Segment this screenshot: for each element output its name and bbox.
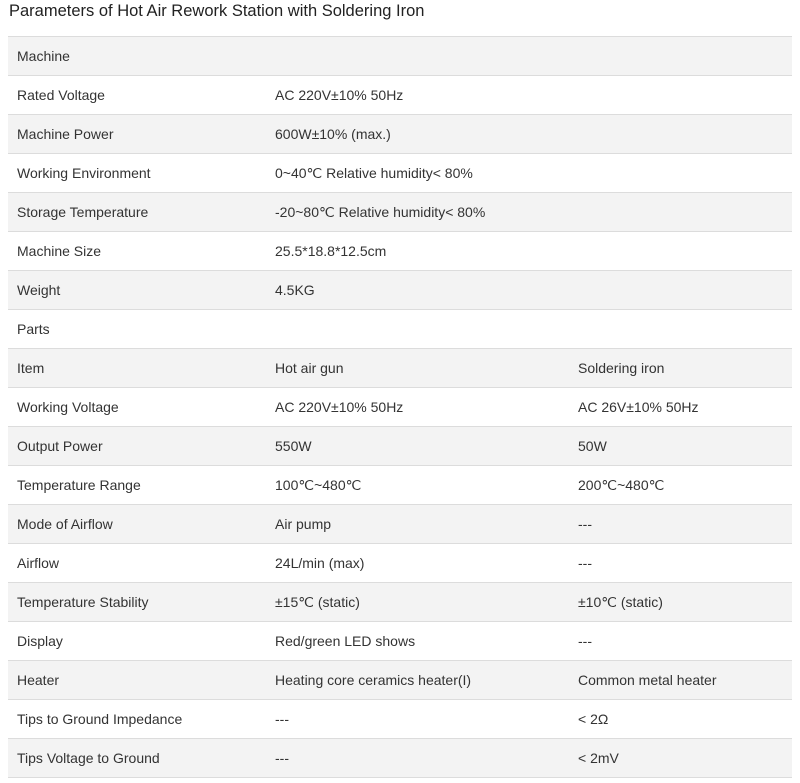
row-label-cell: Working Environment xyxy=(8,154,266,193)
hot-air-gun-value-cell: Red/green LED shows xyxy=(266,622,569,661)
row-label-cell: Storage Temperature xyxy=(8,193,266,232)
soldering-iron-value-cell: 50W xyxy=(569,427,792,466)
parameters-table xyxy=(8,36,792,778)
table-row xyxy=(8,700,792,739)
row-label-cell: Rated Voltage xyxy=(8,76,266,115)
table-row xyxy=(8,232,792,271)
soldering-iron-value-cell: --- xyxy=(569,544,792,583)
table-row xyxy=(8,466,792,505)
row-label-cell: Display xyxy=(8,622,266,661)
row-label-cell: Airflow xyxy=(8,544,266,583)
hot-air-gun-value-cell: --- xyxy=(266,700,569,739)
table-row xyxy=(8,310,792,349)
soldering-iron-value-cell xyxy=(569,154,792,193)
hot-air-gun-value-cell: ±15℃ (static) xyxy=(266,583,569,622)
table-row xyxy=(8,154,792,193)
hot-air-gun-value-cell: 100℃~480℃ xyxy=(266,466,569,505)
row-label-cell: Working Voltage xyxy=(8,388,266,427)
table-row xyxy=(8,427,792,466)
row-label-cell: Weight xyxy=(8,271,266,310)
hot-air-gun-value-cell: Air pump xyxy=(266,505,569,544)
row-label-cell: Heater xyxy=(8,661,266,700)
row-label-cell: Machine xyxy=(8,37,266,76)
hot-air-gun-value-cell: -20~80℃ Relative humidity< 80% xyxy=(266,193,569,232)
table-row xyxy=(8,193,792,232)
soldering-iron-value-cell: ±10℃ (static) xyxy=(569,583,792,622)
hot-air-gun-value-cell: --- xyxy=(266,739,569,778)
table-row xyxy=(8,739,792,778)
row-label-cell: Machine Size xyxy=(8,232,266,271)
soldering-iron-value-cell: < 2Ω xyxy=(569,700,792,739)
hot-air-gun-value-cell: 600W±10% (max.) xyxy=(266,115,569,154)
soldering-iron-value-cell: --- xyxy=(569,505,792,544)
hot-air-gun-value-cell: 25.5*18.8*12.5cm xyxy=(266,232,569,271)
soldering-iron-value-cell: 200℃~480℃ xyxy=(569,466,792,505)
hot-air-gun-value-cell: AC 220V±10% 50Hz xyxy=(266,76,569,115)
soldering-iron-value-cell: --- xyxy=(569,622,792,661)
hot-air-gun-value-cell: 550W xyxy=(266,427,569,466)
row-label-cell: Item xyxy=(8,349,266,388)
soldering-iron-value-cell xyxy=(569,232,792,271)
hot-air-gun-value-cell: Heating core ceramics heater(I) xyxy=(266,661,569,700)
hot-air-gun-value-cell: 0~40℃ Relative humidity< 80% xyxy=(266,154,569,193)
soldering-iron-value-cell xyxy=(569,271,792,310)
hot-air-gun-value-cell: 4.5KG xyxy=(266,271,569,310)
row-label-cell: Temperature Range xyxy=(8,466,266,505)
table-row xyxy=(8,76,792,115)
hot-air-gun-value-cell: Hot air gun xyxy=(266,349,569,388)
row-label-cell: Tips to Ground Impedance xyxy=(8,700,266,739)
soldering-iron-value-cell xyxy=(569,37,792,76)
hot-air-gun-value-cell: AC 220V±10% 50Hz xyxy=(266,388,569,427)
parameters-table-body xyxy=(8,37,792,778)
hot-air-gun-value-cell: 24L/min (max) xyxy=(266,544,569,583)
table-row xyxy=(8,349,792,388)
soldering-iron-value-cell xyxy=(569,193,792,232)
row-label-cell: Output Power xyxy=(8,427,266,466)
table-row xyxy=(8,388,792,427)
table-row xyxy=(8,583,792,622)
soldering-iron-value-cell xyxy=(569,76,792,115)
row-label-cell: Parts xyxy=(8,310,266,349)
table-row xyxy=(8,271,792,310)
page-title: Parameters of Hot Air Rework Station with Soldering Iron xyxy=(9,2,425,20)
soldering-iron-value-cell: Common metal heater xyxy=(569,661,792,700)
table-row xyxy=(8,544,792,583)
hot-air-gun-value-cell xyxy=(266,310,569,349)
table-row xyxy=(8,505,792,544)
row-label-cell: Mode of Airflow xyxy=(8,505,266,544)
table-row xyxy=(8,115,792,154)
hot-air-gun-value-cell xyxy=(266,37,569,76)
soldering-iron-value-cell xyxy=(569,115,792,154)
table-row xyxy=(8,37,792,76)
table-row xyxy=(8,622,792,661)
soldering-iron-value-cell: < 2mV xyxy=(569,739,792,778)
table-row xyxy=(8,661,792,700)
row-label-cell: Tips Voltage to Ground xyxy=(8,739,266,778)
row-label-cell: Temperature Stability xyxy=(8,583,266,622)
soldering-iron-value-cell: Soldering iron xyxy=(569,349,792,388)
row-label-cell: Machine Power xyxy=(8,115,266,154)
soldering-iron-value-cell xyxy=(569,310,792,349)
soldering-iron-value-cell: AC 26V±10% 50Hz xyxy=(569,388,792,427)
